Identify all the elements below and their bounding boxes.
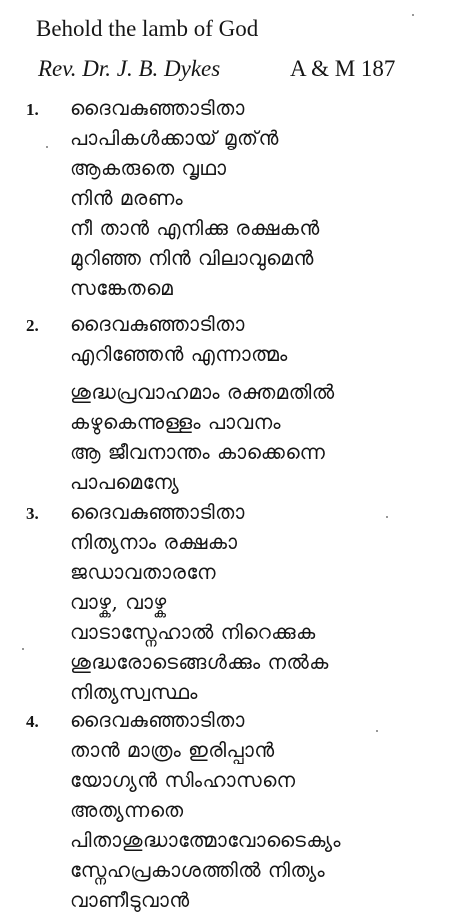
verse-number: 4.	[26, 712, 39, 731]
verse-line: നിൻ മരണം	[70, 186, 184, 210]
verse-line: പിതാശുദ്ധാത്മോവോടൈക്യം	[70, 828, 341, 852]
verse-line: എറിഞ്ഞേൻ എന്നാത്മം	[70, 342, 288, 366]
verse-line: മുറിഞ്ഞ നിൻ വിലാവുമെൻ	[70, 246, 314, 270]
verse-number: 3.	[26, 504, 39, 523]
verse-line: പാപമെന്യേ	[70, 470, 180, 494]
verse-line: ആകരുതെ വൃഥാ	[70, 156, 227, 180]
scan-speck	[412, 14, 414, 16]
verse-line: നിത്യസ്വസ്ഥം	[70, 680, 198, 704]
verse-line: താൻ മാത്രം ഇരിപ്പാൻ	[70, 738, 275, 762]
verse-line: ആ ജീവനാന്തം കാക്കെന്നെ	[70, 440, 326, 464]
hymn-author: Rev. Dr. J. B. Dykes	[38, 56, 221, 81]
verse-line: വാടാസ്നേഹാൽ നിറെക്കുക	[70, 620, 316, 644]
scan-speck	[386, 516, 388, 518]
scan-speck	[22, 648, 24, 650]
verse-line: അത്യന്നതെ	[70, 798, 184, 822]
verse-line: പാപികൾക്കായ് മൃത്ൻ	[70, 126, 279, 150]
scan-speck	[376, 730, 378, 732]
verse-line: സ്നേഹപ്രകാശത്തിൽ നിത്യം	[70, 858, 326, 882]
verse-line: വാഴ്ക, വാഴ്ക	[70, 590, 167, 614]
verse-line: സങ്കേതമെ	[70, 276, 174, 300]
verse-line: ദൈവകുഞ്ഞാടിതാ	[70, 96, 245, 120]
verse-line: ദൈവകുഞ്ഞാടിതാ	[70, 312, 245, 336]
scan-speck	[46, 146, 48, 148]
verse-line: ദൈവകുഞ്ഞാടിതാ	[70, 708, 245, 732]
verse-line: കഴുകെന്നുള്ളം പാവനം	[70, 410, 282, 434]
verse-line: ദൈവകുഞ്ഞാടിതാ	[70, 500, 245, 524]
verse-line: ജഡാവതാരനേ	[70, 560, 217, 584]
verse-line: ശുദ്ധപ്രവാഹമാം രക്തമതിൽ	[70, 380, 335, 404]
verse-line: ശുദ്ധരോടെങ്ങൾക്കും നൽക	[70, 650, 329, 674]
verse-number: 2.	[26, 316, 39, 335]
hymn-reference: A & M 187	[290, 56, 396, 81]
verse-line: നീ താൻ എനിക്കു രക്ഷകൻ	[70, 216, 320, 240]
hymn-title: Behold the lamb of God	[36, 16, 259, 41]
verse-number: 1.	[26, 100, 39, 119]
verse-line: യോഗ്യൻ സിംഹാസനെ	[70, 768, 296, 792]
verse-line: നിത്യനാം രക്ഷകാ	[70, 530, 238, 554]
verse-line: വാണീടുവാൻ	[70, 888, 190, 912]
